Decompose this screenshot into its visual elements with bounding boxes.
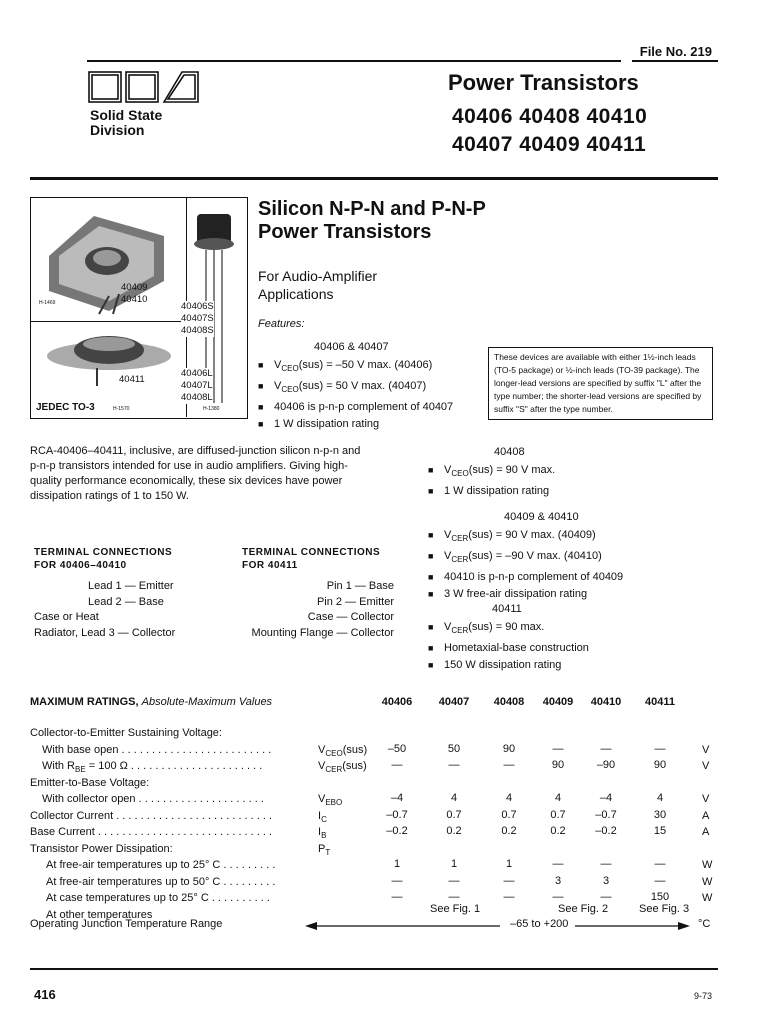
fig-ref-2: See Fig. 2: [558, 903, 609, 915]
rating-value: –0.7: [386, 808, 408, 821]
rating-value: –0.7: [595, 808, 617, 821]
rating-label: Transistor Power Dissipation:: [30, 842, 173, 855]
terminal-list-right: Pin 1 — Base Pin 2 — Emitter Case — Collector Mounting Flange — Collector: [251, 580, 394, 639]
rating-unit: W: [702, 859, 713, 871]
rating-value: 1: [393, 858, 401, 870]
rating-value: —: [448, 759, 460, 771]
column-header: 40409: [542, 696, 574, 708]
rating-value: 1: [450, 858, 458, 870]
feature-group-40409-40410: 40409 & 40410 ■ $V_{CER}(sus) = 90$ V max. (40409) ■ $V_{CER}(sus) = -90$ V max. (40410) ■ 40410 is p-n-p complement of 40409 ■ 3 W free-air dissipation rating: [428, 510, 688, 601]
division-name: Solid State Division: [90, 107, 163, 138]
rating-value: —: [503, 891, 515, 903]
rating-label: Base Current . . . . . . . . . . . . . . . . . . . . . . . . . . . . .: [30, 826, 273, 838]
rating-label: Collector-to-Emitter Sustaining Voltage:: [30, 727, 222, 739]
rating-symbol: $V_{CEO}(sus)$: [318, 743, 368, 758]
rating-symbol: $P_T$: [318, 842, 331, 857]
terminal-title-left: TERMINAL CONNECTIONS FOR 40406–40410: [34, 547, 173, 571]
top-rule: [87, 60, 621, 62]
rating-value: 4: [505, 792, 513, 804]
rating-value: —: [654, 874, 666, 887]
rating-symbol: $I_B$: [318, 826, 327, 840]
rating-value: 4: [656, 792, 664, 804]
rating-label: At free-air temperatures up to 25° C . . . . . . . . .: [46, 859, 276, 871]
rating-unit: W: [702, 892, 713, 904]
rating-value: —: [391, 891, 403, 903]
column-header: 40407: [438, 696, 470, 708]
column-header: 40408: [493, 696, 525, 708]
rating-value: 0.7: [501, 808, 517, 821]
rating-symbol: $I_C$: [318, 809, 327, 824]
terminal-title-right: TERMINAL CONNECTIONS FOR 40411: [242, 547, 381, 571]
rating-value: 0.7: [550, 808, 566, 821]
rating-value: —: [600, 891, 612, 903]
rating-value: —: [448, 891, 460, 903]
rating-label: Emitter-to-Base Voltage:: [30, 776, 150, 789]
features-label: Features:: [258, 318, 305, 330]
rating-value: –90: [596, 759, 616, 771]
rating-value: —: [448, 874, 460, 887]
rating-value: 50: [447, 742, 461, 755]
rating-value: —: [503, 759, 515, 771]
rating-value: 3: [554, 874, 562, 887]
type-numbers-row2: 40407 40409 40411: [452, 133, 647, 156]
rating-value: –4: [599, 792, 613, 804]
rating-unit: V: [702, 743, 710, 756]
page-title: Silicon N-P-N and P-N-P Power Transistors: [258, 198, 486, 243]
rating-value: 0.2: [550, 825, 566, 837]
rating-value: 1: [505, 858, 513, 870]
rating-value: 3: [602, 874, 610, 887]
feature-group-40406-40407: 40406 & 40407 ■ $V_{CEO}(sus) = -50$ V max. (40406) ■ $V_{CEO}(sus) = 50$ V max. (40407) ■ 40406 is p-n-p complement of 40407 ■ 1 W dissipation rating: [258, 340, 488, 431]
rating-value: —: [391, 874, 403, 887]
rating-value: 30: [653, 808, 667, 821]
rating-value: —: [600, 742, 612, 755]
header-rule: [30, 177, 718, 180]
image-code: H-1469: [39, 300, 56, 306]
rating-value: 0.2: [446, 825, 462, 837]
rating-label: With collector open . . . . . . . . . . . . . . . . . . . . .: [42, 793, 264, 805]
ratings-title: MAXIMUM RATINGS, Absolute-Maximum Values: [30, 696, 273, 708]
image-label-40409: 40409 40410: [121, 282, 148, 305]
rating-value: 4: [554, 792, 562, 804]
rating-unit: W: [702, 875, 713, 888]
image-label-short-leads: 40406S 40407S 40408S: [181, 301, 214, 336]
image-label-long-leads: 40406L 40407L 40408L: [181, 368, 213, 403]
tj-label: Operating Junction Temperature Range: [30, 918, 223, 930]
feature-group-40408: 40408 ■ $V_{CEO}(sus) = 90$ V max. ■ 1 W dissipation rating: [428, 445, 688, 498]
rating-value: 0.7: [446, 808, 462, 821]
image-code-2: H-1570: [113, 406, 130, 412]
rating-value: –4: [390, 792, 404, 804]
rating-label: Collector Current . . . . . . . . . . . . . . . . . . . . . . . . . .: [30, 809, 273, 822]
rating-value: —: [391, 759, 403, 771]
rating-label: With base open . . . . . . . . . . . . . . . . . . . . . . . . .: [42, 743, 272, 756]
rating-value: 150: [650, 891, 670, 903]
image-code-3: H-1380: [203, 406, 220, 412]
fig-ref-3: See Fig. 3: [639, 903, 690, 915]
rating-value: —: [552, 891, 564, 903]
rating-unit: V: [702, 793, 710, 805]
tj-value: –65 to +200: [510, 918, 569, 930]
page-number: 416: [34, 987, 56, 1002]
category-title: Power Transistors: [448, 70, 639, 95]
column-header: 40406: [381, 696, 413, 708]
terminal-list-left: Lead 1 — Emitter Lead 2 — Base Case or Heat Radiator, Lead 3 — Collector: [34, 580, 176, 639]
rating-unit: A: [702, 809, 710, 822]
intro-paragraph: RCA-40406–40411, inclusive, are diffused-junction silicon n-p-n and p-n-p transistors intended for use in audio amplifiers. Giving high-quality performance economically, these six devices have power dissipation ratings of 1 to 150 W.: [30, 445, 361, 502]
footer-rule: [30, 968, 718, 970]
lead-options-note: These devices are available with either 1½-inch leads (TO-5 package) or ½-inch leads (TO-39 package). The longer-lead versions are specified by suffix "L" after the type number; the shorter-lead versions are specified by suffix "S" after the type number.: [488, 347, 713, 420]
page-subtitle: For Audio-Amplifier Applications: [258, 268, 378, 302]
rating-value: —: [503, 874, 515, 887]
type-numbers-row1: 40406 40408 40410: [452, 105, 648, 128]
rating-label: At free-air temperatures up to 50° C . . . . . . . . .: [46, 875, 276, 888]
rating-unit: A: [702, 826, 710, 838]
rating-value: —: [600, 858, 612, 870]
rating-value: —: [552, 742, 564, 755]
jedec-label: JEDEC TO-3: [36, 402, 95, 413]
top-rule-right: [632, 60, 718, 62]
rating-value: –50: [387, 742, 407, 755]
rating-value: —: [654, 742, 666, 755]
rating-value: 0.2: [501, 825, 517, 837]
rating-value: 90: [502, 742, 516, 755]
image-label-40411: 40411: [119, 374, 145, 385]
column-header: 40411: [645, 696, 675, 708]
rating-value: —: [654, 858, 666, 870]
rating-value: –0.2: [595, 825, 617, 837]
rating-value: 90: [653, 759, 667, 771]
rating-value: —: [552, 858, 564, 870]
rca-logo: [88, 70, 200, 104]
rating-unit: V: [702, 760, 710, 772]
rating-symbol: $V_{CER}(sus)$: [318, 760, 367, 774]
rating-value: 4: [450, 792, 458, 804]
rating-value: 90: [551, 759, 565, 771]
rating-value: –0.2: [386, 825, 408, 837]
tj-unit: °C: [698, 918, 711, 930]
rating-value: 15: [653, 825, 667, 837]
tj-range-arrow: [305, 919, 690, 933]
feature-group-40411: 40411 ■ $V_{CER}(sus) = 90$ max. ■ Hometaxial-base construction ■ 150 W dissipation rating: [428, 602, 688, 672]
file-number: File No. 219: [639, 44, 712, 59]
rating-label: At other temperatures: [46, 908, 153, 921]
print-date: 9-73: [694, 991, 713, 1001]
rating-label: With $R_{BE} = 100$ Ω . . . . . . . . . . . . . . . . . . . . . .: [42, 760, 263, 774]
fig-ref-1: See Fig. 1: [430, 903, 481, 915]
rating-label: At case temperatures up to 25° C . . . . . . . . . .: [46, 892, 270, 904]
rating-symbol: $V_{EBO}$: [318, 793, 343, 807]
package-images: [30, 197, 248, 419]
column-header: 40410: [590, 696, 622, 708]
